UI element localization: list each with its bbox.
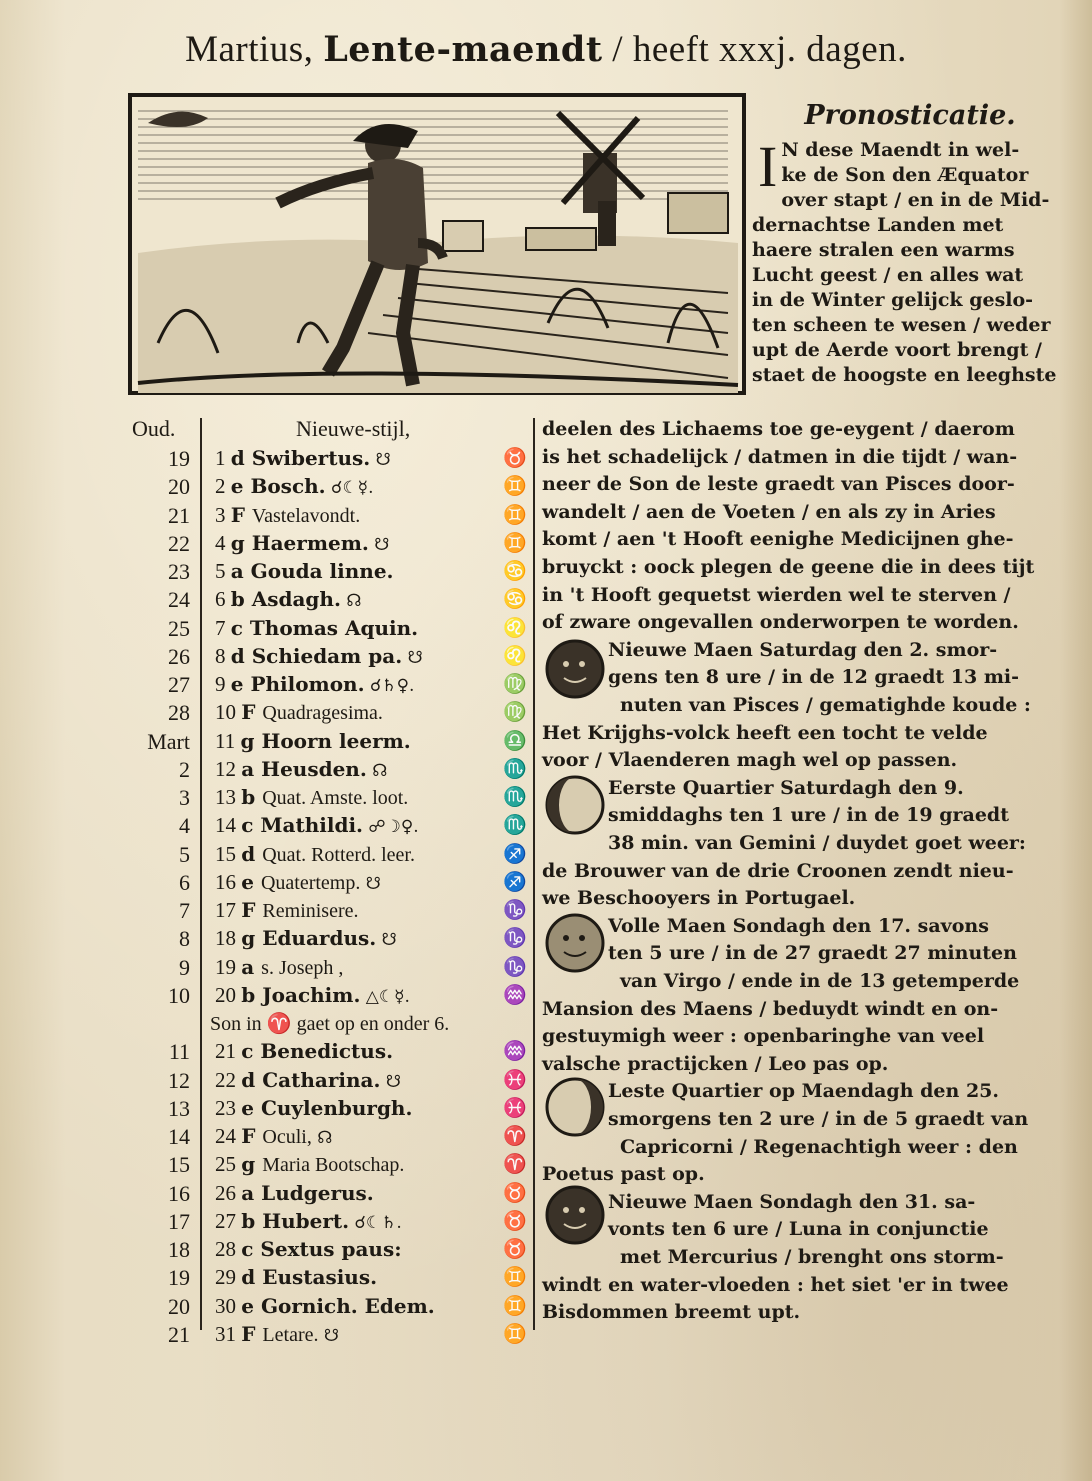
new-style-entry [215, 587, 361, 612]
day-number: 31 [215, 1321, 242, 1346]
day-number: 17 [215, 898, 242, 922]
body-line: Poetus past op. [542, 1163, 705, 1186]
old-style-date: 17 [168, 1208, 190, 1234]
prognostication-line: in de Winter gelijck geslo- [752, 289, 1034, 311]
new-style-entry [215, 870, 381, 895]
aspect-symbol: ☌☾☿. [325, 478, 374, 499]
body-line: smorgens ten 2 ure / in de 5 graedt van [608, 1108, 1029, 1130]
dominical-letter: d [241, 1265, 263, 1290]
new-style-entry [215, 1265, 377, 1290]
old-style-date: 7 [179, 898, 190, 923]
day-number: 29 [215, 1265, 242, 1290]
day-number: 1 [215, 446, 231, 470]
aspect-symbol: ☋ [370, 450, 391, 470]
zodiac-sign: ♍ [503, 701, 527, 724]
dominical-letter: e [241, 1095, 261, 1120]
new-style-entry [215, 446, 391, 471]
zodiac-sign: ♊ [503, 1294, 527, 1317]
saint-name: Sextus paus: [260, 1237, 402, 1261]
day-number: 21 [215, 1039, 242, 1064]
saint-name: Eduardus. [262, 926, 377, 951]
dominical-letter: c [230, 615, 250, 640]
day-number: 20 [215, 982, 242, 1007]
new-style-entry [215, 1152, 404, 1177]
body-line: windt en water-vloeden : het siet 'er in twee [542, 1273, 1009, 1296]
saint-name: Gouda linne. [250, 559, 394, 583]
old-style-date: 28 [168, 700, 190, 726]
saint-name: Asdagh. [251, 587, 341, 612]
prognostication-line: dernachtse Landen met [752, 214, 1004, 236]
body-line: nuten van Pisces / gematighde koude : [620, 694, 1031, 716]
new-style-entry [215, 1068, 401, 1093]
saint-name: Schiedam pa. [251, 643, 403, 668]
prognostication-line: haere stralen een warms [752, 239, 1015, 261]
zodiac-sign: ♍ [503, 673, 527, 695]
dominical-letter: e [241, 869, 261, 894]
old-style-date: 3 [179, 785, 190, 810]
day-number: 9 [215, 672, 231, 696]
zodiac-sign: ♈ [503, 1153, 527, 1176]
dominical-letter: e [230, 672, 251, 696]
saint-name: Vastelavondt. [251, 504, 361, 527]
zodiac-sign: ♑ [503, 899, 527, 921]
zodiac-sign: ♐ [503, 842, 527, 865]
page-title [0, 28, 1092, 71]
dominical-letter: a [241, 1180, 262, 1205]
old-style-date: 26 [168, 643, 190, 669]
body-line: in 't Hooft gequetst wierden wel te sterven / [542, 583, 1011, 606]
zodiac-sign: ♏ [503, 757, 527, 780]
title-month-dutch: Lente-maendt [323, 29, 603, 70]
title-month: Martius, [185, 29, 314, 70]
old-style-date: 19 [168, 1265, 190, 1291]
new-moon-icon [544, 1184, 606, 1246]
aspect-symbol: ☋ [380, 1071, 401, 1092]
body-line: vonts ten 6 ure / Luna in conjunctie [608, 1218, 989, 1241]
zodiac-sign: ♑ [503, 927, 527, 950]
zodiac-sign: ♉ [503, 1209, 527, 1232]
zodiac-sign: ♏ [503, 786, 527, 808]
saint-name: Hubert. [262, 1208, 350, 1233]
zodiac-sign: ♈ [503, 1125, 527, 1147]
saint-name: Thomas Aquin. [249, 615, 419, 640]
new-style-entry [215, 559, 394, 584]
body-line: smiddaghs ten 1 ure / in de 19 graedt [608, 804, 1009, 827]
column-rule [533, 418, 535, 1330]
saint-name: Haermem. [251, 530, 369, 555]
body-line: bruyckt : oock plegen de geene die in dees tijt [542, 556, 1035, 578]
day-number: 16 [215, 869, 242, 894]
old-style-date: 5 [179, 841, 190, 867]
day-number: 26 [215, 1180, 242, 1205]
new-style-entry [215, 531, 389, 556]
zodiac-sign: ♋ [503, 588, 527, 611]
body-line: Het Krijghs-volck heeft een tocht te velde [542, 721, 988, 744]
body-line: Volle Maen Sondagh den 17. savons [608, 914, 989, 937]
day-number: 11 [215, 728, 241, 753]
day-number: 14 [215, 813, 242, 838]
new-style-entry [215, 955, 343, 980]
new-style-entry [215, 616, 418, 641]
zodiac-sign: ♊ [503, 503, 527, 526]
aspect-symbol: △☾☿. [360, 986, 410, 1007]
saint-name: Letare. [262, 1323, 319, 1346]
dominical-letter: g [241, 1152, 263, 1177]
dominical-letter: F [241, 1124, 263, 1148]
old-style-date: 13 [168, 1095, 190, 1121]
saint-name: Quat. Rotterd. leer. [262, 843, 415, 866]
zodiac-sign: ♒ [503, 983, 527, 1006]
body-line: Nieuwe Maen Sondagh den 31. sa- [608, 1190, 976, 1213]
new-style-entry [215, 926, 397, 951]
dominical-letter: F [241, 1321, 263, 1346]
day-number: 15 [215, 841, 242, 866]
old-style-date: 9 [179, 954, 190, 980]
old-style-date: 14 [168, 1124, 190, 1149]
dominical-letter: b [230, 587, 252, 612]
saint-name: Swibertus. [251, 446, 371, 470]
body-line: deelen des Lichaems toe ge-eygent / daerom [542, 418, 1015, 440]
dominical-letter: a [230, 559, 251, 583]
old-style-date: 15 [168, 1152, 190, 1178]
saint-name: Heusden. [261, 756, 367, 781]
new-style-entry [215, 983, 410, 1008]
saint-name: Reminisere. [262, 900, 359, 922]
aspect-symbol: ☊ [366, 760, 388, 781]
dominical-letter: d [241, 1067, 263, 1092]
day-number: 4 [215, 530, 231, 555]
prognostication-line: upt de Aerde voort brengt / [752, 339, 1042, 361]
zodiac-sign: ♑ [503, 955, 527, 978]
old-style-date: Mart [147, 728, 190, 754]
dominical-letter: a [241, 954, 262, 979]
zodiac-sign: ♓ [503, 1068, 527, 1091]
new-style-entry [215, 842, 415, 867]
day-number: 24 [215, 1124, 242, 1148]
dominical-letter: e [230, 474, 251, 499]
zodiac-sign: ♋ [503, 560, 527, 582]
body-line: ten 5 ure / in de 27 graedt 27 minuten [608, 942, 1017, 965]
old-style-date: 21 [168, 1321, 190, 1347]
zodiac-sign: ♉ [503, 1181, 527, 1204]
new-style-entry [215, 474, 374, 499]
dominical-letter: F [241, 700, 263, 725]
dominical-letter: c [241, 813, 261, 838]
zodiac-sign: ♌ [503, 644, 527, 667]
day-number: 6 [215, 587, 231, 612]
body-line: of zware ongevallen onderworpen te worden. [542, 611, 1019, 634]
old-style-date: 24 [168, 587, 190, 613]
new-style-entry [215, 1096, 412, 1121]
dominical-letter: b [241, 785, 263, 809]
body-line: komt / aen 't Hooft eenighe Medicijnen ghe- [542, 528, 1014, 551]
saint-name: Gornich. Edem. [260, 1293, 435, 1318]
day-number: 8 [215, 643, 231, 668]
dominical-letter: e [241, 1293, 261, 1318]
zodiac-sign: ♊ [503, 1322, 527, 1345]
zodiac-sign: ♊ [503, 1266, 527, 1289]
day-number: 12 [215, 756, 242, 781]
day-number: 30 [215, 1293, 242, 1318]
day-number: 5 [215, 559, 231, 583]
saint-name: Ludgerus. [261, 1180, 374, 1205]
title-days: / heeft xxxj. dagen. [612, 29, 907, 70]
old-style-date: 6 [179, 869, 190, 895]
old-style-date: 20 [168, 474, 190, 500]
column-rule [200, 418, 202, 1330]
new-style-entry [215, 700, 383, 725]
aspect-symbol: ☊ [340, 591, 362, 612]
body-line: Mansion des Maens / beduydt windt en on- [542, 997, 999, 1020]
saint-name: Cuylenburgh. [260, 1095, 413, 1120]
new-style-entry [210, 1011, 449, 1036]
day-number: 2 [215, 474, 231, 499]
dominical-letter: F [230, 502, 252, 527]
day-number: 13 [215, 785, 242, 809]
saint-name: Maria Bootschap. [262, 1154, 405, 1177]
body-line: de Brouwer van de drie Croonen zendt nieu- [542, 859, 1014, 882]
day-number: 28 [215, 1237, 242, 1261]
prognostication-line: staet de hoogste en leeghste [752, 364, 1057, 386]
new-style-entry [215, 1322, 339, 1347]
old-style-date: 16 [168, 1180, 190, 1206]
body-line: 38 min. van Gemini / duydet goet weer: [608, 832, 1026, 854]
dominical-letter: g [230, 530, 252, 555]
zodiac-sign: ♐ [503, 870, 527, 893]
body-line: Eerste Quartier Saturdagh den 9. [608, 776, 964, 799]
dominical-letter: b [241, 982, 263, 1007]
header-old-style: Oud. [132, 416, 176, 441]
saint-name: Quatertemp. [260, 871, 361, 894]
old-style-date: 10 [168, 982, 190, 1008]
old-style-date: 4 [179, 813, 190, 839]
aspect-symbol: ☌☾♄. [349, 1212, 402, 1233]
body-line: gestuymigh weer : openbaringhe van veel [542, 1025, 985, 1048]
old-style-date: 22 [168, 530, 190, 556]
old-style-date: 25 [168, 615, 190, 641]
saint-name: Bosch. [250, 474, 326, 499]
saint-name: Quadragesima. [262, 702, 383, 725]
body-line: we Beschooyers in Portugael. [542, 887, 856, 910]
prognostication-line: ten scheen te wesen / weder [752, 314, 1051, 336]
zodiac-sign: ♏ [503, 814, 527, 837]
old-style-date: 12 [168, 1067, 190, 1093]
new-style-entry [215, 1294, 435, 1319]
dropcap: I [758, 134, 778, 199]
body-line: is het schadelijck / datmen in die tijdt / wan- [542, 445, 1018, 468]
dominical-letter: a [241, 756, 262, 781]
zodiac-sign: ♌ [503, 616, 527, 639]
aspect-symbol: ☌♄♀. [364, 676, 415, 696]
dominical-letter: d [230, 643, 252, 668]
body-line: gens ten 8 ure / in de 12 graedt 13 mi- [608, 666, 1020, 689]
saint-name: Quat. Amste. loot. [262, 787, 409, 809]
day-number: 23 [215, 1095, 242, 1120]
body-line: Bisdommen breemt upt. [542, 1301, 801, 1324]
aspect-symbol: ☋ [376, 930, 397, 951]
woodcut-illustration [128, 93, 746, 395]
dominical-letter: c [241, 1237, 261, 1261]
dominical-letter: d [241, 841, 263, 866]
prognostication-line: N dese Maendt in wel- [781, 139, 1020, 161]
body-line: wandelt / aen de Voeten / en als zy in Aries [542, 500, 996, 523]
dominical-letter: g [240, 728, 262, 753]
dominical-letter: g [241, 926, 263, 951]
day-number: 19 [215, 954, 242, 979]
prognostication-line: ke de Son den Æquator [781, 164, 1029, 186]
zodiac-sign: ♎ [503, 729, 527, 752]
body-line: met Mercurius / brenght ons storm- [620, 1246, 1004, 1268]
body-line: neer de Son de leste graedt van Pisces door- [542, 473, 1015, 496]
body-line: voor / Vlaenderen magh wel op passen. [542, 749, 958, 772]
sunrise-note: Son in ♈ gaet op en onder 6. [210, 1013, 450, 1035]
zodiac-sign: ♒ [503, 1040, 527, 1063]
body-line: van Virgo / ende in de 13 getemperde [620, 970, 1020, 992]
old-style-date: 20 [168, 1293, 190, 1319]
full-moon-icon [544, 912, 606, 974]
prognostication-title: Pronosticatie. [804, 100, 1016, 131]
zodiac-sign: ♉ [503, 1238, 527, 1260]
day-number: 27 [215, 1208, 242, 1233]
new-style-entry [215, 785, 408, 810]
aspect-symbol: ☍☽♀. [363, 817, 419, 838]
old-style-date: 27 [168, 672, 190, 697]
old-style-date: 21 [168, 502, 190, 528]
saint-name: Oculi, [262, 1126, 312, 1148]
zodiac-sign: ♊ [503, 475, 527, 498]
saint-name: Benedictus. [260, 1039, 394, 1064]
old-style-date: 2 [179, 756, 190, 782]
new-style-entry [215, 898, 359, 923]
body-line: Nieuwe Maen Saturdag den 2. smor- [608, 638, 998, 661]
new-style-entry [215, 1181, 374, 1206]
new-style-entry [215, 1039, 393, 1064]
saint-name: Mathildi. [260, 813, 364, 838]
saint-name: s. Joseph , [261, 956, 344, 979]
saint-name: Eustasius. [262, 1265, 378, 1290]
saint-name: Joachim. [262, 982, 361, 1007]
dominical-letter: c [241, 1039, 261, 1064]
dominical-letter: F [241, 898, 263, 922]
aspect-symbol: ☋ [368, 534, 390, 555]
old-style-date: 18 [168, 1237, 190, 1262]
new-style-entry [215, 729, 411, 754]
day-number: 7 [215, 615, 231, 640]
old-style-date: 23 [168, 559, 190, 584]
new-style-entry [215, 644, 423, 669]
zodiac-sign: ♓ [503, 1096, 527, 1119]
new-style-entry [215, 672, 414, 697]
aspect-symbol: ☋ [360, 873, 381, 894]
header-new-style: Nieuwe-stijl, [296, 416, 411, 441]
new-style-entry [215, 503, 360, 528]
new-style-entry [215, 757, 387, 782]
day-number: 22 [215, 1067, 242, 1092]
prognostication-line: Lucht geest / en alles wat [752, 264, 1024, 286]
aspect-symbol: ☋ [402, 647, 423, 668]
body-line: Leste Quartier op Maendagh den 25. [608, 1080, 1000, 1103]
saint-name: Philomon. [250, 672, 365, 696]
dominical-letter: d [230, 446, 252, 470]
first-quarter-moon-icon [544, 774, 606, 836]
saint-name: Catharina. [262, 1067, 381, 1092]
new-style-entry [215, 1237, 402, 1262]
new-style-entry [215, 1124, 332, 1149]
zodiac-sign: ♉ [503, 447, 527, 469]
zodiac-sign: ♊ [503, 531, 527, 554]
dominical-letter: b [241, 1208, 263, 1233]
old-style-date: 19 [168, 446, 190, 471]
body-line: valsche practijcken / Leo pas op. [542, 1052, 889, 1075]
old-style-date: 8 [179, 926, 190, 952]
day-number: 18 [215, 926, 242, 951]
prognostication-text [752, 134, 1062, 388]
saint-name: Hoorn leerm. [261, 728, 411, 753]
old-style-date: 11 [168, 1039, 190, 1065]
aspect-symbol: ☊ [311, 1128, 333, 1148]
new-moon-icon [544, 638, 606, 700]
day-number: 3 [215, 502, 231, 527]
prognostication-line: over stapt / en in de Mid- [781, 189, 1050, 211]
aspect-symbol: ☋ [318, 1325, 340, 1346]
last-quarter-moon-icon [544, 1076, 606, 1138]
body-line: Capricorni / Regenachtigh weer : den [620, 1135, 1018, 1158]
day-number: 10 [215, 700, 242, 725]
new-style-entry [215, 1209, 402, 1234]
day-number: 25 [215, 1152, 242, 1177]
new-style-entry [215, 813, 419, 838]
